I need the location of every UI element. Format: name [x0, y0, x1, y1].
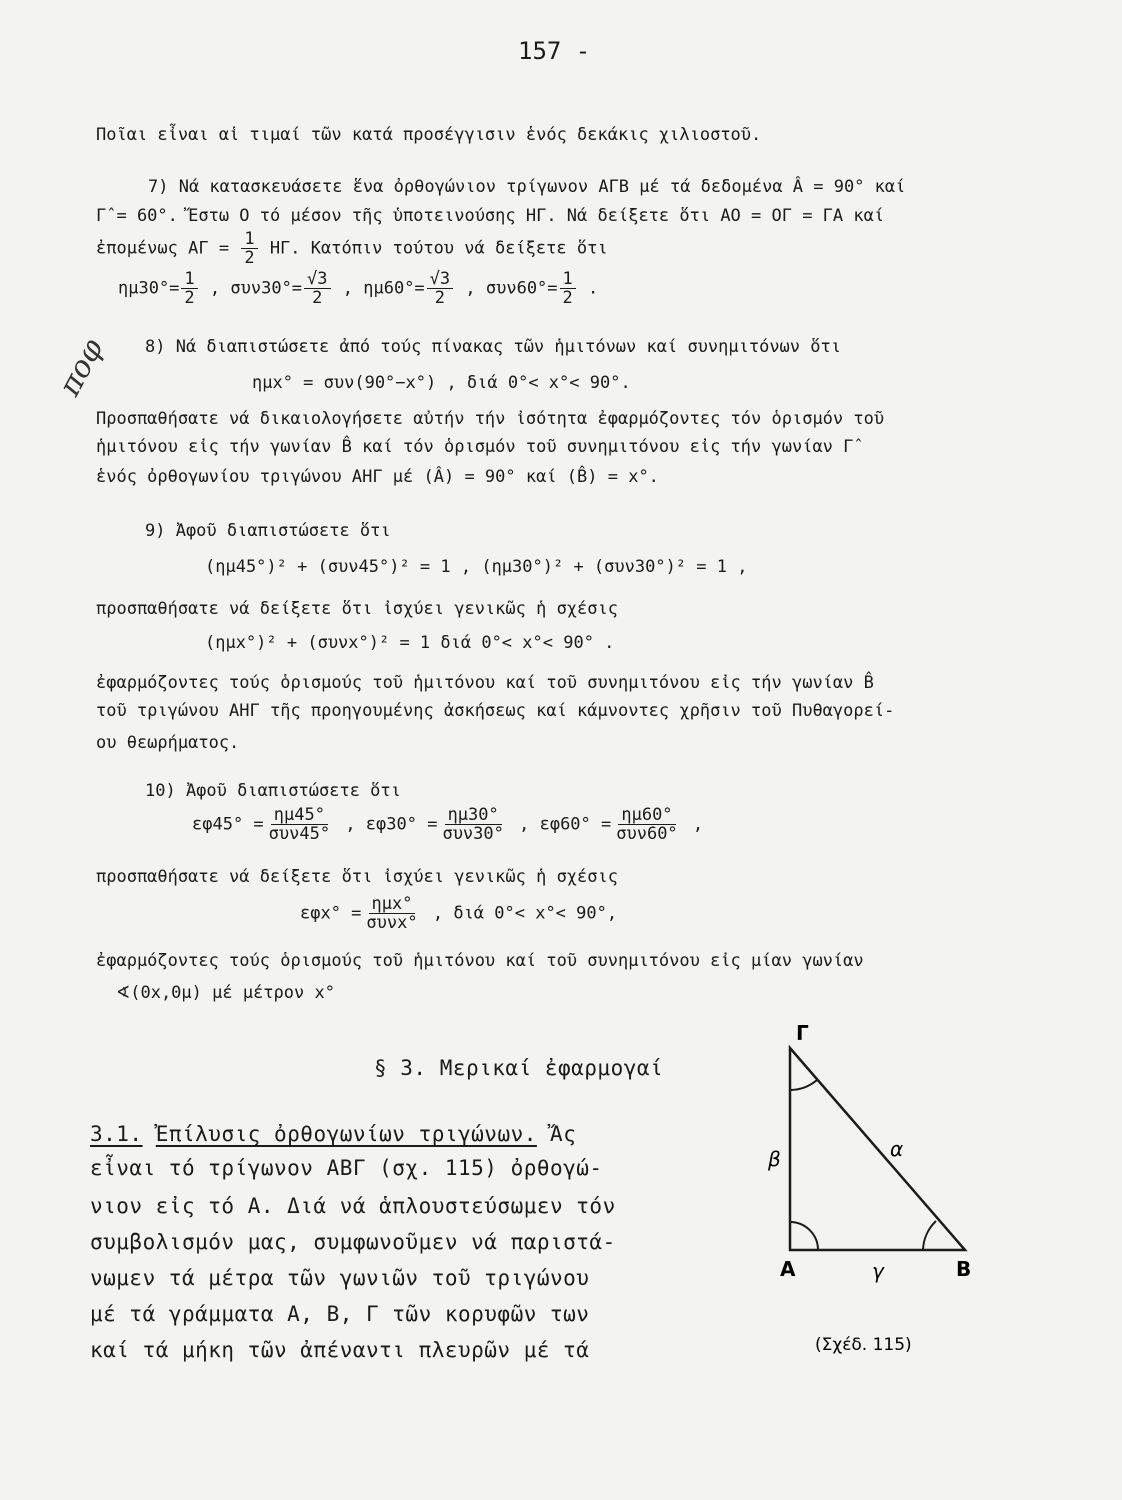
vertex-label-A: A [780, 1257, 796, 1281]
figure-caption: (Σχέδ. 115) [815, 1335, 912, 1355]
page-number: 157 - [518, 37, 591, 65]
exercise-8-line: ἑνός ὀρθογωνίου τριγώνου ΑΗΓ μέ (Â) = 90° καί (B̂) = x°. [96, 467, 659, 487]
side-label-a: α [890, 1137, 904, 1161]
exercise-8-line: 8) Νά διαπιστώσετε ἀπό τούς πίνακας τῶν ἡμιτόνων καί συνημιτόνων ὅτι [145, 337, 841, 357]
angle-arc-B [923, 1221, 936, 1250]
exercise-7-line: Γ̂ = 60°. Ἔστω Ο τό μέσον τῆς ὑποτεινούσης ΗΓ. Νά δείξετε ὅτι ΑΟ = ΟΓ = ΓΑ καί [96, 206, 885, 226]
exercise-9-formula: (ημx°)² + (συνx°)² = 1 διά 0°< x°< 90° . [205, 633, 615, 653]
angle-arc-G [790, 1080, 817, 1090]
exercise-10-formula: εφx° = $\frac{\text{ημx°}}{\text{συνx°}}$ , διά 0°< x°< 90°, [300, 894, 618, 933]
side-label-b: β [768, 1147, 781, 1171]
triangle-outline [790, 1048, 965, 1250]
exercise-9-line: 9) Ἀφοῦ διαπιστώσετε ὅτι [145, 521, 391, 541]
paragraph-line: συμβολισμόν μας, συμφωνοῦμεν νά παριστά- [90, 1230, 616, 1254]
vertex-label-G: Γ [796, 1021, 809, 1045]
right-angle-arc-A [790, 1222, 818, 1250]
exercise-9-line: τοῦ τριγώνου ΑΗΓ τῆς προηγουμένης ἀσκήσεως καί κάμνοντες χρῆσιν τοῦ Πυθαγορεί- [96, 701, 895, 721]
paragraph-line: νωμεν τά μέτρα τῶν γωνιῶν τοῦ τριγώνου [90, 1266, 590, 1290]
section-3-1-heading: 3.1. Ἐπίλυσις ὀρθογωνίων τριγώνων. Ἄς [90, 1122, 577, 1146]
exercise-7-formulas: ημ30°= $\frac{1}{2}$ , συν30°= $\frac{√3}{2}$ , ημ60°= $\frac{√3}{2}$ , συν60°= $\frac{1}{2}$ . [118, 269, 599, 308]
exercise-8-line: Προσπαθήσατε νά δικαιολογήσετε αὐτήν τήν ἰσότητα ἐφαρμόζοντες τόν ὁρισμόν τοῦ [96, 409, 885, 429]
exercise-9-line: ἐφαρμόζοντες τούς ὁρισμούς τοῦ ἡμιτόνου καί τοῦ συνημιτόνου εἰς τήν γωνίαν B̂ [96, 673, 874, 693]
exercise-8-formula: ημx° = συν(90°−x°) , διά 0°< x°< 90°. [252, 373, 631, 393]
fraction: $\frac{1}{2}$ [241, 230, 257, 267]
paragraph-line: καί τά μήκη τῶν ἀπέναντι πλευρῶν μέ τά [90, 1338, 590, 1362]
exercise-10-line: ἐφαρμόζοντες τούς ὁρισμούς τοῦ ἡμιτόνου καί τοῦ συνημιτόνου εἰς μίαν γωνίαν [96, 951, 864, 971]
side-label-g: γ [872, 1259, 884, 1283]
paragraph-line: εἶναι τό τρίγωνον ΑΒΓ (σχ. 115) ὀρθογώ- [90, 1156, 603, 1180]
exercise-9-line: ου θεωρήματος. [96, 733, 240, 753]
exercise-7-line: ἐπομένως ΑΓ = $\frac{1}{2}$ ΗΓ. Κατόπιν τούτου νά δείξετε ὅτι [96, 229, 608, 268]
right-triangle-figure [760, 1020, 1020, 1390]
paragraph-line: νιον εἰς τό Α. Διά νά ἁπλουστεύσωμεν τόν [90, 1194, 616, 1218]
exercise-9-line: προσπαθήσατε νά δείξετε ὅτι ἰσχύει γενικῶς ἡ σχέσις [96, 599, 618, 619]
exercise-10-formulas: εφ45° = $\frac{\eta\mu 45^\circ}{\text{συν45°}}$ , εφ30° = $\frac{\eta\mu 30^\circ}{\text{συν30°}}$ , εφ60° = $\frac{\eta\mu 60^\circ}{\text{συν60°}}$ , [192, 805, 704, 844]
exercise-10-line: ∢(0x,0μ) μέ μέτρον x° [116, 983, 335, 1003]
exercise-10-line: προσπαθήσατε νά δείξετε ὅτι ἰσχύει γενικῶς ἡ σχέσις [96, 867, 618, 887]
handwritten-margin-note: ποφ [52, 333, 111, 402]
vertex-label-B: B [956, 1257, 972, 1281]
exercise-8-line: ἡμιτόνου εἰς τήν γωνίαν B̂ καί τόν ὁρισμόν τοῦ συνημιτόνου εἰς τήν γωνίαν Γ̂ [96, 437, 854, 457]
exercise-7-line: 7) Νά κατασκευάσετε ἕνα ὀρθογώνιον τρίγωνον ΑΓΒ μέ τά δεδομένα Â = 90° καί [148, 177, 906, 197]
exercise-9-formula: (ημ45°)² + (συν45°)² = 1 , (ημ30°)² + (συν30°)² = 1 , [205, 557, 748, 577]
paragraph-line: μέ τά γράμματα Α, Β, Γ τῶν κορυφῶν των [90, 1302, 590, 1326]
section-title: § 3. Μερικαί ἐφαρμογαί [374, 1056, 664, 1080]
text-line: Ποῖαι εἶναι αἱ τιμαί τῶν κατά προσέγγισιν ἑνός δεκάκις χιλιοστοῦ. [96, 125, 762, 145]
exercise-10-line: 10) Ἀφοῦ διαπιστώσετε ὅτι [145, 781, 401, 801]
